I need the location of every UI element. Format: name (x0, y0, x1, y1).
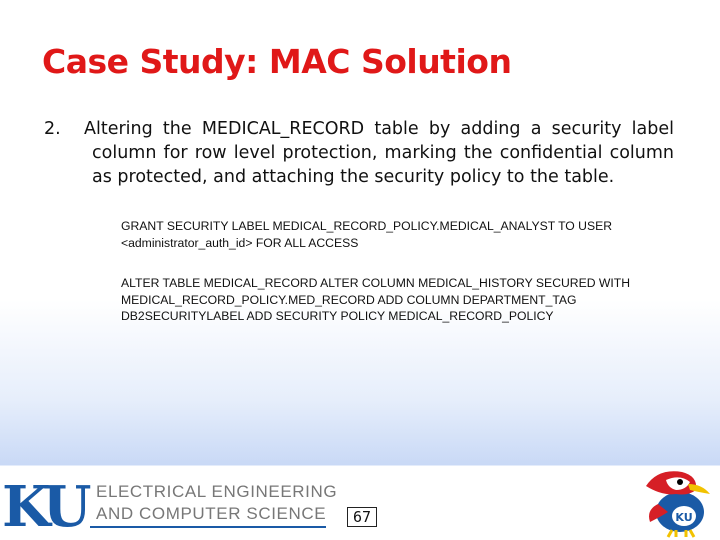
jayhawk-icon (636, 466, 716, 538)
department-line-1: ELECTRICAL ENGINEERING (96, 482, 338, 501)
sql-grant-statement: GRANT SECURITY LABEL MEDICAL_RECORD_POLICY.MEDICAL_ANALYST TO USER <administrator_auth_id> FOR ALL ACCESS (121, 219, 613, 250)
bullet-number: 2. (44, 119, 61, 139)
ku-logo: KU (2, 474, 86, 540)
bullet-item (44, 117, 674, 189)
department-line-2: AND COMPUTER SCIENCE (96, 504, 327, 523)
mascot-letters: KU (675, 511, 693, 524)
page-number: 67 (347, 507, 377, 527)
eecs-logo (0, 474, 338, 540)
slide-title: Case Study: MAC Solution (42, 42, 512, 81)
logo-divider (90, 526, 326, 528)
bullet-text: Altering the MEDICAL_RECORD table by adding a security label column for row level protection, marking the confidential column as protected, and attaching the security policy to the table. (84, 119, 674, 187)
sql-alter-statement: ALTER TABLE MEDICAL_RECORD ALTER COLUMN MEDICAL_HISTORY SECURED WITH MEDICAL_RECORD_POLICY.MED_RECORD ADD COLUMN DEPARTMENT_TAG DB2SECURITYLABEL ADD SECURITY POLICY MEDICAL_RECORD_POLICY (121, 276, 631, 323)
